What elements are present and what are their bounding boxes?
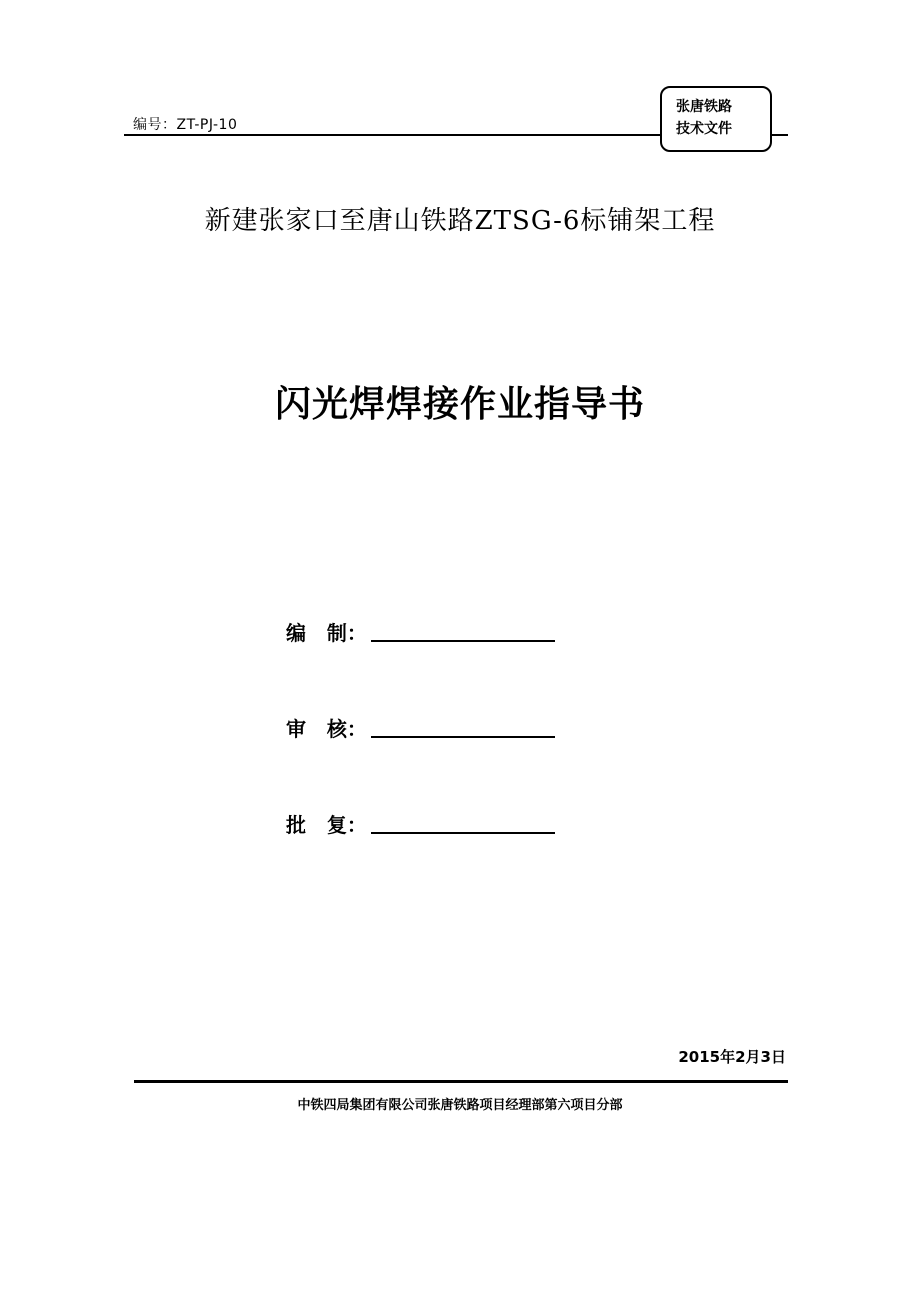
approve-label: 批 复： [286, 813, 367, 837]
project-title: 新建张家口至唐山铁路ZTSG-6标铺架工程 [204, 206, 716, 236]
main-title: 闪光焊焊接作业指导书 [274, 384, 645, 425]
stamp-line-1: 张唐铁路 [676, 99, 732, 115]
signature-row-approve [286, 808, 555, 838]
footer-rule [134, 1080, 788, 1083]
compile-blank-line [371, 640, 555, 642]
review-blank-line [371, 736, 555, 738]
document-stamp [660, 86, 772, 152]
approve-blank-line [371, 832, 555, 834]
stamp-line-2: 技术文件 [676, 121, 732, 137]
signature-row-compile [286, 616, 555, 646]
footer-organization: 中铁四局集团有限公司张唐铁路项目经理部第六项目分部 [297, 1098, 623, 1113]
doc-number: 编号：ZT-PJ-10 [133, 117, 238, 133]
review-label: 审 核： [286, 717, 367, 741]
compile-label: 编 制： [286, 621, 367, 645]
document-date: 2015年2月3日 [678, 1048, 786, 1066]
signature-row-review [286, 712, 555, 742]
